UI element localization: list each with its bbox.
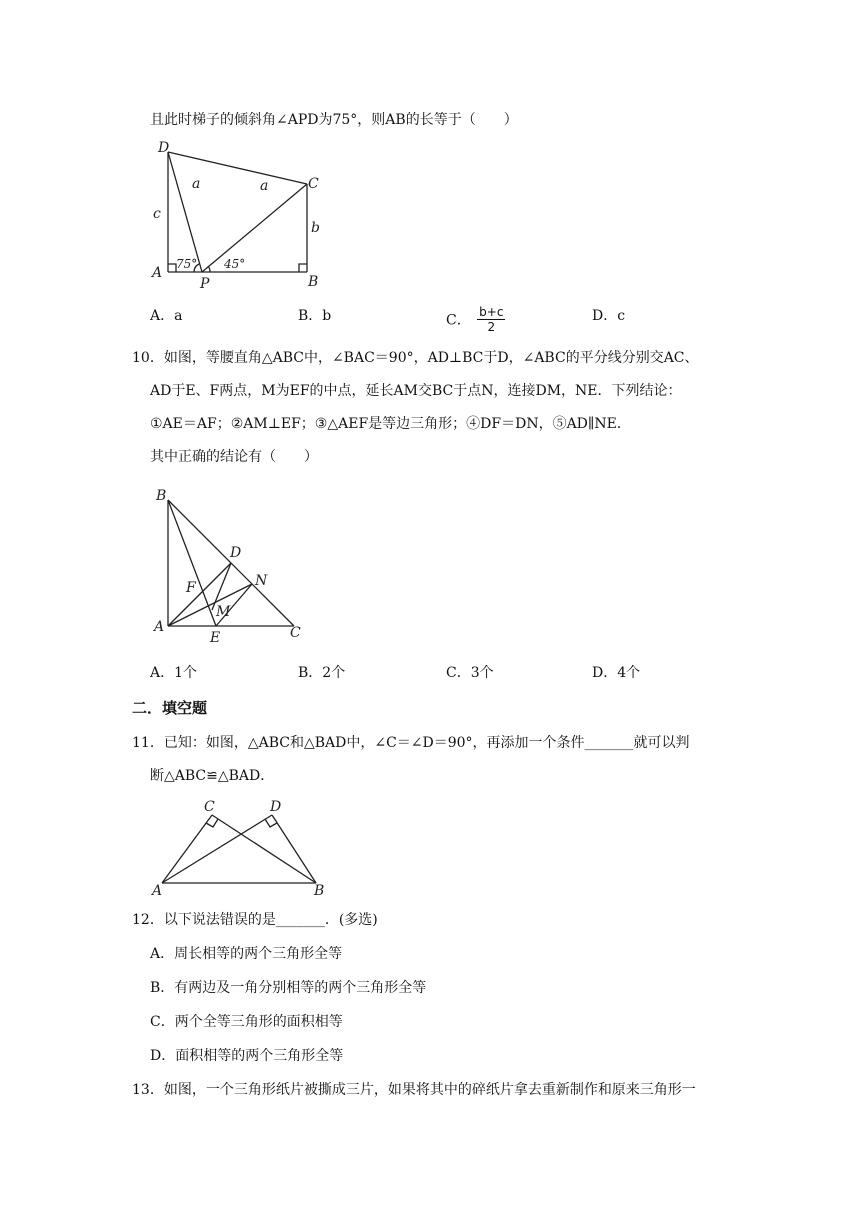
q10-text-line-1: 10．如图，等腰直角△ABC中，∠BAC＝90°，AD⊥BC于D，∠ABC的平分线分别交AC、 <box>132 350 699 366</box>
q9-label-side-c: c <box>153 206 161 222</box>
q9-fraction-numerator: b+c <box>479 305 504 319</box>
q9-option-d: D．c <box>592 308 626 324</box>
q12-option-d: D．面积相等的两个三角形全等 <box>150 1048 344 1064</box>
q9-fraction-denominator: 2 <box>487 320 496 334</box>
q10-segment-an <box>168 584 252 626</box>
q10-label-f: F <box>186 580 196 596</box>
q10-text-line-2: AD于E、F两点，M为EF的中点，延长AM交BC于点N，连接DM，NE．下列结论： <box>150 383 682 399</box>
q11-label-c: C <box>204 799 215 815</box>
q11-text-line-1: 11．已知：如图，△ABC和△BAD中，∠C＝∠D＝90°，再添加一个条件_______就可以判 <box>132 735 690 751</box>
q9-option-c-prefix: C． <box>446 312 471 329</box>
q10-option-a: A．1个 <box>150 665 198 681</box>
q12-option-b: B．有两边及一角分别相等的两个三角形全等 <box>150 980 427 996</box>
q9-segment-dc <box>168 152 307 184</box>
q10-label-d: D <box>230 545 242 561</box>
q9-label-angle-75: 75° <box>176 257 198 271</box>
q9-label-angle-45: 45° <box>224 257 246 271</box>
q11-segment-db <box>272 815 316 883</box>
q10-text-line-3: ①AE＝AF；②AM⊥EF；③△AEF是等边三角形；④DF＝DN，⑤AD∥NE． <box>150 416 631 432</box>
q10-label-b: B <box>156 488 167 504</box>
q9-text-line: 且此时梯子的倾斜角∠APD为75°，则AB的长等于（ ） <box>150 112 518 128</box>
q10-option-c: C．3个 <box>446 665 494 681</box>
q12-option-a: A．周长相等的两个三角形全等 <box>150 946 343 962</box>
q10-segment-dm <box>212 563 231 610</box>
q11-figure <box>150 797 340 897</box>
q11-text-line-2: 断△ABC≌△BAD． <box>150 768 275 784</box>
q10-label-m: M <box>216 604 231 620</box>
q10-label-a: A <box>154 619 165 635</box>
q10-option-d: D．4个 <box>592 665 641 681</box>
q13-text-line-1: 13．如图，一个三角形纸片被撕成三片，如果将其中的碎纸片拿去重新制作和原来三角形一 <box>132 1082 696 1098</box>
q11-segment-cb <box>212 815 316 883</box>
q9-label-side-a1: a <box>192 176 201 192</box>
q9-figure <box>150 140 350 290</box>
q11-label-b: B <box>314 883 325 899</box>
q12-text-line-1: 12．以下说法错误的是_______．(多选) <box>132 912 378 928</box>
q9-right-angle-b <box>299 264 307 272</box>
q9-option-a: A．a <box>150 308 183 324</box>
q9-ladder-pc <box>202 184 307 272</box>
q9-label-d: D <box>158 140 170 156</box>
q9-angle-arc-45 <box>208 266 210 272</box>
q9-right-angle-a <box>168 264 176 272</box>
q9-option-c <box>446 306 505 335</box>
q9-label-side-a2: a <box>260 178 269 194</box>
q11-segment-ac <box>162 815 212 883</box>
q10-label-e: E <box>210 630 221 646</box>
q9-ladder-dp <box>168 152 202 272</box>
q10-figure <box>150 485 320 645</box>
q10-option-b: B．2个 <box>298 665 346 681</box>
q10-label-n: N <box>255 573 268 589</box>
q11-label-d: D <box>270 799 282 815</box>
q9-option-c-fraction <box>477 305 505 334</box>
q9-label-c: C <box>308 176 319 192</box>
q9-label-side-b: b <box>311 220 320 236</box>
q9-label-b: B <box>308 274 319 290</box>
q10-text-line-4: 其中正确的结论有（ ） <box>150 449 318 465</box>
q12-option-c: C．两个全等三角形的面积相等 <box>150 1014 343 1030</box>
q10-bisector-be <box>168 500 216 626</box>
q9-label-p: P <box>200 276 210 292</box>
q9-label-a: A <box>152 265 163 281</box>
section-heading: 二．填空题 <box>132 699 208 717</box>
q11-label-a: A <box>152 883 163 899</box>
q10-label-c: C <box>290 625 301 641</box>
q9-option-b: B．b <box>298 308 332 324</box>
q11-segment-ad <box>162 815 272 883</box>
